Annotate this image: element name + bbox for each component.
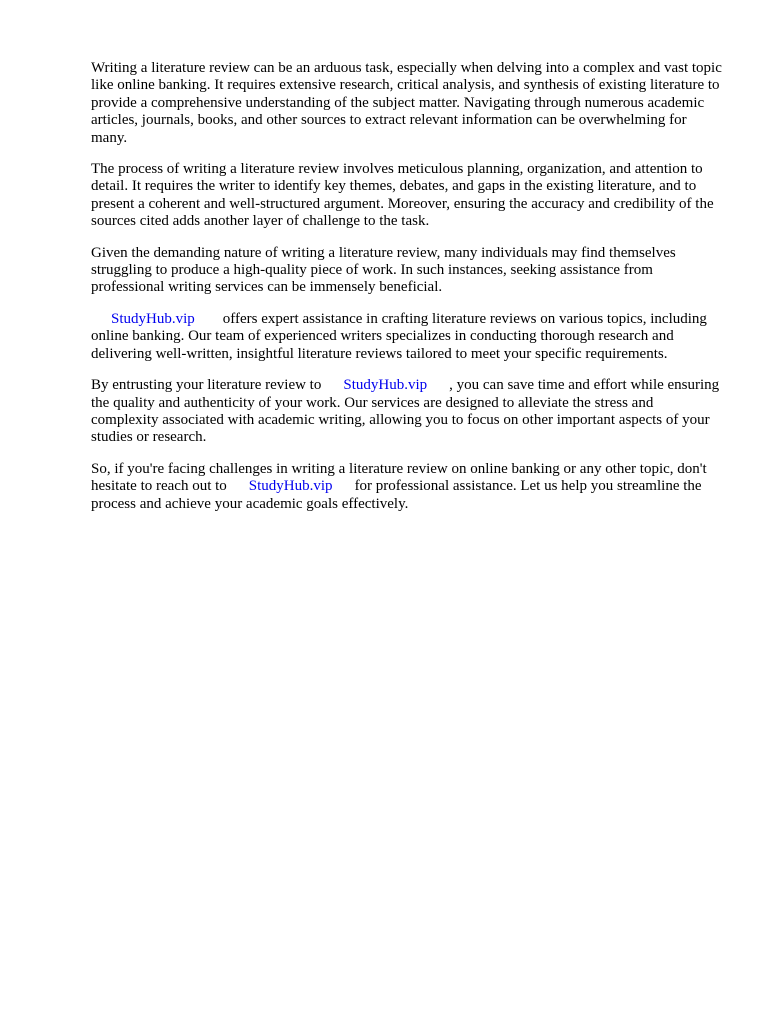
paragraph-studyhub-offer	[91, 311, 723, 363]
document-body	[91, 60, 723, 527]
studyhub-link[interactable]: StudyHub.vip	[343, 377, 428, 394]
paragraph-entrusting-lead: By entrusting your literature review to	[91, 377, 322, 394]
paragraph-studyhub-offer-text: offers expert assistance in crafting literature reviews on various topics, including online banking. Our team of experienced writers specializes in conducting thorough research and delivering well-written, insightful literature reviews tailored to meet your specific requirements.	[91, 310, 707, 362]
studyhub-link[interactable]: StudyHub.vip	[248, 478, 333, 495]
paragraph-entrusting-rest: , you can save time and effort while ensuring the quality and authenticity of your work. Our services are designed to alleviate the stress and complexity associated with academic writing, allowing you to focus on other important aspects of your studies or research.	[91, 377, 720, 446]
paragraph-process: The process of writing a literature review involves meticulous planning, organization, and attention to detail. It requires the writer to identify key themes, debates, and gaps in the existing literature, and to present a coherent and well-structured argument. Moreover, ensuring the accuracy and credibility of the sources cited adds another layer of challenge to the task.	[91, 161, 714, 230]
paragraph-closing-rest: for professional assistance. Let us help you streamline the process and achieve your academic goals effectively.	[91, 478, 702, 512]
paragraph-closing	[91, 461, 723, 513]
paragraph-intro: Writing a literature review can be an arduous task, especially when delving into a complex and vast topic like online banking. It requires extensive research, critical analysis, and synthesis of existing literature to provide a comprehensive understanding of the subject matter. Navigating through numerous academic articles, journals, books, and other sources to extract relevant information can be overwhelming for many.	[91, 60, 722, 146]
paragraph-entrusting	[91, 377, 723, 447]
paragraph-closing-lead: So, if you're facing challenges in writing a literature review on online banking or any other topic, don't hesitate to reach out to	[91, 460, 707, 495]
paragraph-demanding: Given the demanding nature of writing a literature review, many individuals may find themselves struggling to produce a high-quality piece of work. In such instances, seeking assistance from professional writing services can be immensely beneficial.	[91, 244, 676, 296]
studyhub-link[interactable]: StudyHub.vip	[111, 310, 195, 327]
